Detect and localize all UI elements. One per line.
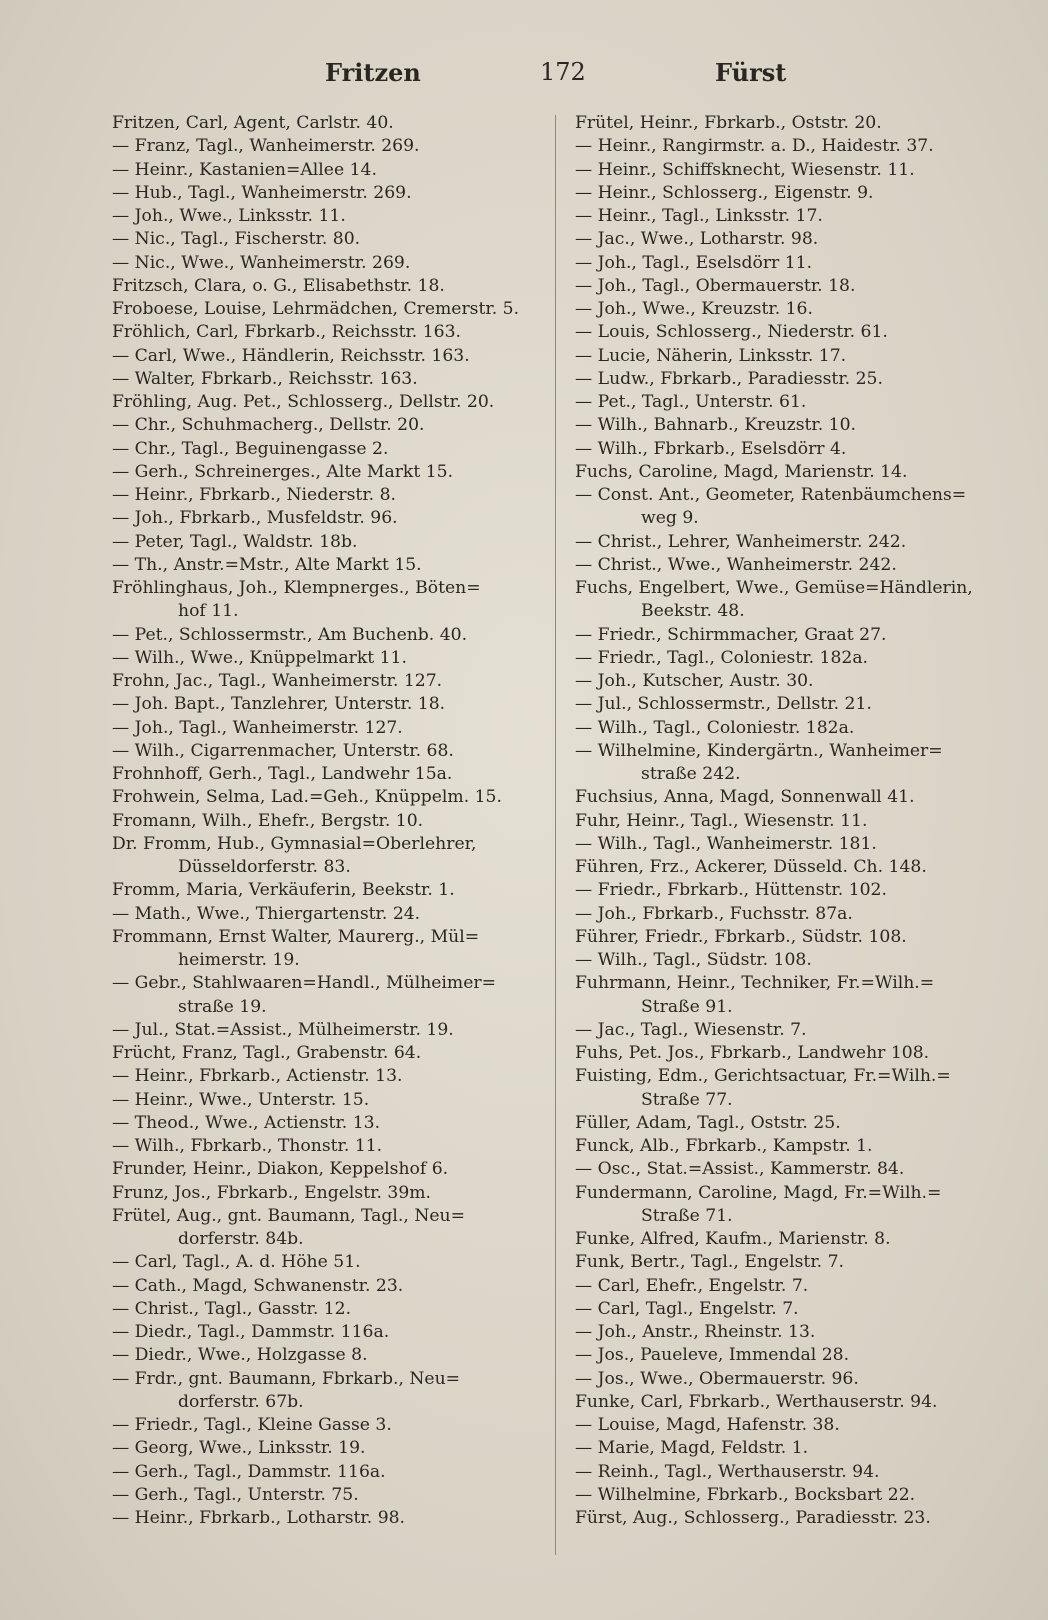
directory-entry: Fritzsch, Clara, o. G., Elisabethstr. 18. — [112, 275, 445, 296]
directory-entry: Froboese, Louise, Lehrmädchen, Cremerstr. 5. — [112, 299, 520, 319]
directory-entry: — Wilh., Bahnarb., Kreuzstr. 10. — [575, 415, 857, 436]
directory-entry: — Wilh., Tagl., Südstr. 108. — [575, 950, 812, 970]
directory-entry: Frohn, Jac., Tagl., Wanheimerstr. 127. — [112, 671, 443, 691]
directory-entry: — Nic., Wwe., Wanheimerstr. 269. — [112, 252, 411, 273]
directory-entry: — Wilh., Fbrkarb., Eselsdörr 4. — [575, 438, 847, 459]
directory-entry: — Chr., Tagl., Beguinengasse 2. — [112, 438, 389, 459]
directory-entry: — Chr., Schuhmacherg., Dellstr. 20. — [112, 415, 425, 436]
directory-entry: — Joh., Fbrkarb., Musfeldstr. 96. — [112, 508, 398, 529]
directory-entry: — Diedr., Wwe., Holzgasse 8. — [112, 1345, 368, 1366]
directory-entry: — Jos., Paueleve, Immendal 28. — [575, 1345, 850, 1366]
directory-entry: Fröhlinghaus, Joh., Klempnerges., Böten= — [112, 578, 481, 598]
directory-entry: — Gerh., Tagl., Dammstr. 116a. — [112, 1461, 386, 1482]
directory-entry: — Heinr., Schlosserg., Eigenstr. 9. — [575, 182, 874, 203]
directory-entry: — Wilhelmine, Kindergärtn., Wanheimer= — [575, 740, 943, 761]
directory-entry: Dr. Fromm, Hub., Gymnasial=Oberlehrer, — [112, 833, 477, 854]
directory-entry: — Louise, Magd, Hafenstr. 38. — [575, 1415, 840, 1435]
directory-entry: — Joh., Wwe., Linksstr. 11. — [112, 206, 346, 226]
directory-entry: — Heinr., Tagl., Linksstr. 17. — [575, 206, 823, 226]
directory-entry: Straße 71. — [641, 1205, 733, 1226]
right-column — [575, 112, 1021, 1530]
directory-entry: Fromm, Maria, Verkäuferin, Beekstr. 1. — [112, 880, 455, 901]
directory-entry: — Osc., Stat.=Assist., Kammerstr. 84. — [575, 1159, 905, 1180]
directory-entry: Fuhr, Heinr., Tagl., Wiesenstr. 11. — [575, 810, 868, 831]
page-header — [110, 58, 990, 98]
directory-entry: Funke, Alfred, Kaufm., Marienstr. 8. — [575, 1229, 891, 1249]
directory-entry: Düsseldorferstr. 83. — [178, 857, 351, 877]
directory-entry: — Christ., Tagl., Gasstr. 12. — [112, 1298, 352, 1319]
directory-entry: — Theod., Wwe., Actienstr. 13. — [112, 1112, 381, 1133]
directory-entry: — Carl, Tagl., Engelstr. 7. — [575, 1298, 799, 1319]
directory-entry: Frunder, Heinr., Diakon, Keppelshof 6. — [112, 1159, 449, 1180]
directory-entry: — Carl, Wwe., Händlerin, Reichsstr. 163. — [112, 345, 470, 366]
directory-entry: Fröhling, Aug. Pet., Schlosserg., Dellstr. 20. — [112, 392, 495, 412]
directory-entry: heimerstr. 19. — [178, 950, 300, 970]
directory-entry: Funk, Bertr., Tagl., Engelstr. 7. — [575, 1252, 844, 1273]
directory-entry: — Cath., Magd, Schwanenstr. 23. — [112, 1275, 404, 1296]
directory-entry: — Peter, Tagl., Waldstr. 18b. — [112, 531, 358, 552]
directory-entry: — Franz, Tagl., Wanheimerstr. 269. — [112, 136, 420, 157]
directory-entry: Straße 91. — [641, 996, 733, 1017]
page-number: 172 — [540, 58, 586, 86]
directory-entry: — Nic., Tagl., Fischerstr. 80. — [112, 229, 361, 250]
directory-entry: — Joh., Wwe., Kreuzstr. 16. — [575, 299, 813, 319]
directory-entry: Funke, Carl, Fbrkarb., Werthauserstr. 94. — [575, 1391, 938, 1412]
directory-entry: Straße 77. — [641, 1089, 733, 1110]
left-column — [112, 112, 558, 1530]
directory-entry: — Th., Anstr.=Mstr., Alte Markt 15. — [112, 554, 422, 575]
directory-entry: — Wilh., Tagl., Wanheimerstr. 181. — [575, 833, 877, 854]
directory-entry: Fuchsius, Anna, Magd, Sonnenwall 41. — [575, 787, 915, 808]
directory-entry: Frütel, Aug., gnt. Baumann, Tagl., Neu= — [112, 1205, 465, 1226]
directory-entry: Fuhrmann, Heinr., Techniker, Fr.=Wilh.= — [575, 973, 935, 994]
directory-entry: — Wilh., Tagl., Coloniestr. 182a. — [575, 717, 855, 738]
directory-entry: — Wilh., Cigarrenmacher, Unterstr. 68. — [112, 740, 454, 761]
directory-entry: — Heinr., Rangirmstr. a. D., Haidestr. 37. — [575, 136, 934, 157]
directory-entry: Fundermann, Caroline, Magd, Fr.=Wilh.= — [575, 1182, 942, 1203]
directory-entry: — Pet., Schlossermstr., Am Buchenb. 40. — [112, 624, 468, 645]
directory-entry: dorferstr. 67b. — [178, 1391, 304, 1412]
directory-entry: Frommann, Ernst Walter, Maurerg., Mül= — [112, 926, 480, 947]
directory-entry: — Marie, Magd, Feldstr. 1. — [575, 1438, 809, 1459]
directory-entry: — Jul., Schlossermstr., Dellstr. 21. — [575, 694, 872, 715]
directory-entry: — Heinr., Schiffsknecht, Wiesenstr. 11. — [575, 159, 915, 180]
header-last-name: Fürst — [715, 58, 787, 87]
directory-entry: — Georg, Wwe., Linksstr. 19. — [112, 1438, 366, 1459]
directory-entry: — Christ., Wwe., Wanheimerstr. 242. — [575, 554, 897, 575]
directory-entry: Frohnhoff, Gerh., Tagl., Landwehr 15a. — [112, 764, 453, 784]
directory-entry: — Joh., Anstr., Rheinstr. 13. — [575, 1322, 816, 1342]
directory-entry: — Pet., Tagl., Unterstr. 61. — [575, 392, 807, 412]
directory-entry: — Gerh., Schreinerges., Alte Markt 15. — [112, 461, 454, 482]
directory-entry: — Walter, Fbrkarb., Reichsstr. 163. — [112, 368, 418, 389]
directory-entry: — Joh., Kutscher, Austr. 30. — [575, 671, 814, 691]
directory-entry: — Heinr., Fbrkarb., Actienstr. 13. — [112, 1066, 403, 1087]
directory-entry: — Joh., Fbrkarb., Fuchsstr. 87a. — [575, 903, 853, 924]
directory-entry: — Friedr., Schirmmacher, Graat 27. — [575, 624, 887, 645]
directory-entry: — Christ., Lehrer, Wanheimerstr. 242. — [575, 531, 907, 552]
directory-entry: — Wilh., Fbrkarb., Thonstr. 11. — [112, 1136, 383, 1156]
directory-entry: — Frdr., gnt. Baumann, Fbrkarb., Neu= — [112, 1368, 461, 1389]
directory-entry: Frütel, Heinr., Fbrkarb., Oststr. 20. — [575, 113, 882, 133]
directory-entry: Fürst, Aug., Schlosserg., Paradiesstr. 23. — [575, 1508, 931, 1528]
directory-entry: Fuhs, Pet. Jos., Fbrkarb., Landwehr 108. — [575, 1043, 930, 1063]
directory-entry: dorferstr. 84b. — [178, 1229, 304, 1249]
directory-entry: Fuisting, Edm., Gerichtsactuar, Fr.=Wilh.= — [575, 1066, 951, 1087]
directory-entry: — Friedr., Tagl., Kleine Gasse 3. — [112, 1415, 392, 1435]
directory-entry: — Jul., Stat.=Assist., Mülheimerstr. 19. — [112, 1019, 454, 1040]
directory-entry: — Gebr., Stahlwaaren=Handl., Mülheimer= — [112, 973, 497, 994]
directory-entry: — Carl, Ehefr., Engelstr. 7. — [575, 1275, 809, 1296]
directory-entry: — Heinr., Fbrkarb., Niederstr. 8. — [112, 485, 396, 505]
directory-entry: — Jac., Wwe., Lotharstr. 98. — [575, 229, 819, 250]
directory-entry: — Carl, Tagl., A. d. Höhe 51. — [112, 1252, 361, 1273]
directory-entry: Frunz, Jos., Fbrkarb., Engelstr. 39m. — [112, 1182, 432, 1203]
directory-entry: — Joh., Tagl., Eselsdörr 11. — [575, 252, 813, 273]
directory-entry: — Heinr., Kastanien=Allee 14. — [112, 159, 377, 180]
directory-entry: — Wilh., Wwe., Knüppelmarkt 11. — [112, 647, 407, 668]
directory-entry: Funck, Alb., Fbrkarb., Kampstr. 1. — [575, 1136, 873, 1156]
directory-entry: Fuchs, Caroline, Magd, Marienstr. 14. — [575, 461, 908, 482]
directory-entry: hof 11. — [178, 601, 239, 622]
directory-entry: — Hub., Tagl., Wanheimerstr. 269. — [112, 182, 412, 203]
header-first-name: Fritzen — [325, 58, 421, 87]
directory-entry: Fromann, Wilh., Ehefr., Bergstr. 10. — [112, 810, 424, 831]
directory-entry: — Math., Wwe., Thiergartenstr. 24. — [112, 903, 421, 924]
directory-entry: straße 19. — [178, 996, 267, 1017]
directory-entry: Führer, Friedr., Fbrkarb., Südstr. 108. — [575, 926, 907, 947]
directory-entry: — Friedr., Tagl., Coloniestr. 182a. — [575, 647, 869, 668]
directory-entry: — Jac., Tagl., Wiesenstr. 7. — [575, 1019, 807, 1040]
directory-entry: straße 242. — [641, 764, 741, 784]
directory-entry: — Diedr., Tagl., Dammstr. 116a. — [112, 1322, 390, 1342]
directory-entry: — Jos., Wwe., Obermauerstr. 96. — [575, 1368, 859, 1389]
directory-entry: — Joh. Bapt., Tanzlehrer, Unterstr. 18. — [112, 694, 446, 715]
directory-entry: — Ludw., Fbrkarb., Paradiesstr. 25. — [575, 368, 883, 389]
directory-entry: weg 9. — [641, 508, 699, 529]
directory-entry: Fritzen, Carl, Agent, Carlstr. 40. — [112, 113, 394, 133]
directory-entry: — Heinr., Fbrkarb., Lotharstr. 98. — [112, 1508, 406, 1528]
directory-entry: Frohwein, Selma, Lad.=Geh., Knüppelm. 15. — [112, 787, 502, 808]
directory-entry: Fröhlich, Carl, Fbrkarb., Reichsstr. 163. — [112, 322, 462, 343]
directory-entry: — Lucie, Näherin, Linksstr. 17. — [575, 345, 847, 366]
directory-entry: — Joh., Tagl., Wanheimerstr. 127. — [112, 717, 403, 738]
directory-entry: Fuchs, Engelbert, Wwe., Gemüse=Händlerin, — [575, 578, 973, 598]
directory-entry: — Wilhelmine, Fbrkarb., Bocksbart 22. — [575, 1484, 916, 1505]
directory-entry: — Louis, Schlosserg., Niederstr. 61. — [575, 322, 888, 343]
directory-entry: Führen, Frz., Ackerer, Düsseld. Ch. 148. — [575, 857, 927, 877]
directory-entry: — Heinr., Wwe., Unterstr. 15. — [112, 1089, 370, 1110]
directory-entry: — Joh., Tagl., Obermauerstr. 18. — [575, 275, 856, 296]
directory-entry: — Gerh., Tagl., Unterstr. 75. — [112, 1484, 359, 1505]
directory-entry: Beekstr. 48. — [641, 601, 745, 622]
directory-entry: Füller, Adam, Tagl., Oststr. 25. — [575, 1112, 841, 1133]
directory-entry: — Friedr., Fbrkarb., Hüttenstr. 102. — [575, 880, 887, 901]
directory-entry: — Reinh., Tagl., Werthauserstr. 94. — [575, 1461, 880, 1482]
directory-entry: Frücht, Franz, Tagl., Grabenstr. 64. — [112, 1043, 422, 1063]
directory-entry: — Const. Ant., Geometer, Ratenbäumchens= — [575, 485, 967, 505]
